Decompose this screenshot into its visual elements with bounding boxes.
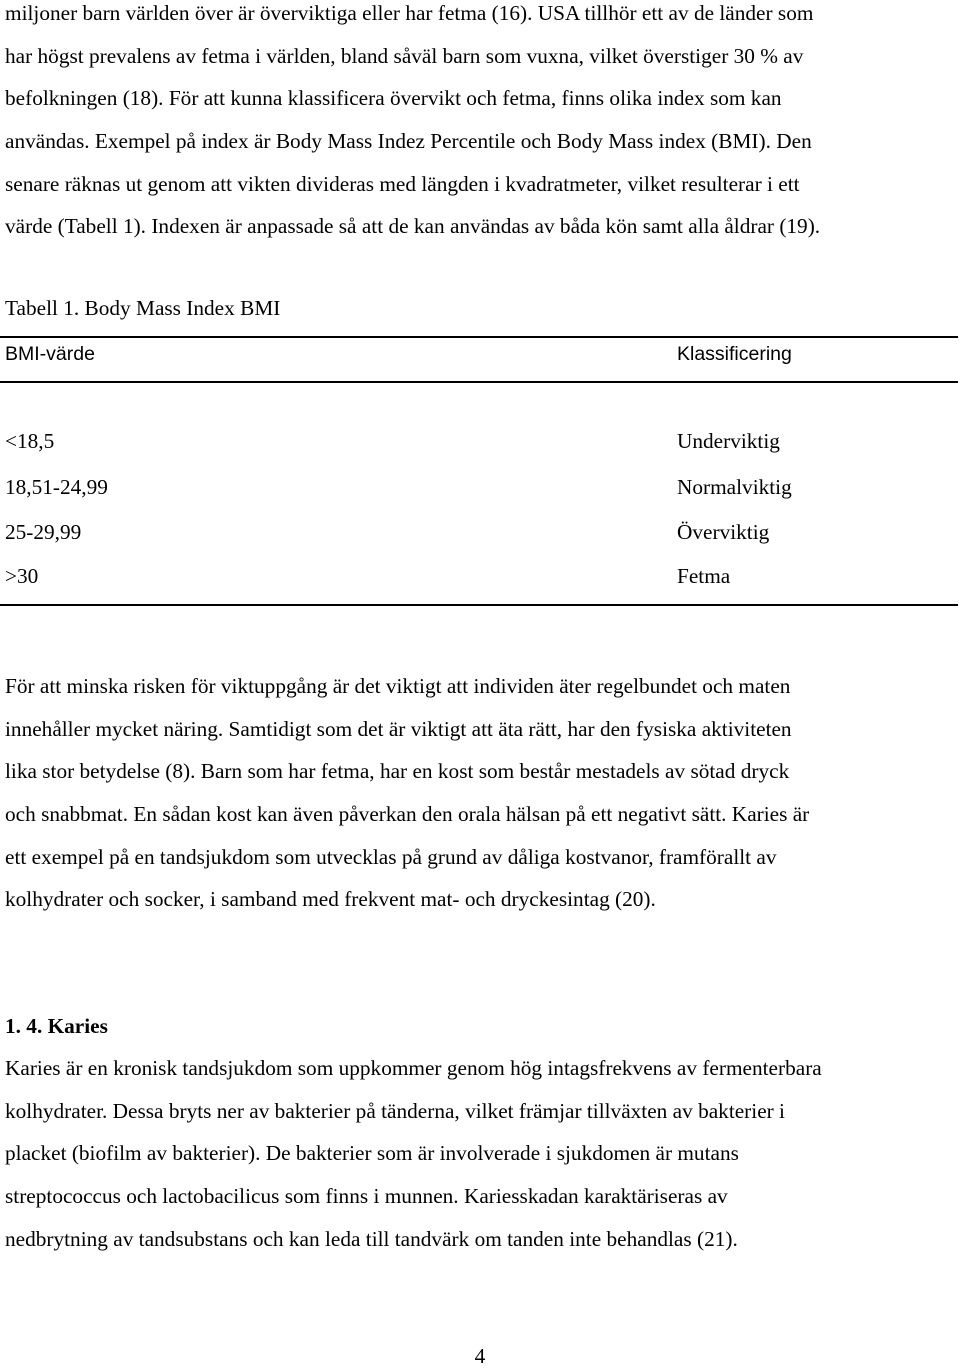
text-line: senare räknas ut genom att vikten divideras med längden i kvadratmeter, vilket resulterar i ett (5, 171, 800, 196)
column-header-classification: Klassificering (677, 343, 792, 365)
text-line: Karies är en kronisk tandsjukdom som uppkommer genom hög intagsfrekvens av fermenterbara (5, 1056, 822, 1080)
table-cell-classification: Överviktig (677, 520, 770, 544)
text-line: innehåller mycket näring. Samtidigt som det är viktigt att äta rätt, har den fysiska aktiviteten (5, 716, 792, 741)
text-line: placket (biofilm av bakterier). De bakterier som är involverade i sjukdomen är mutans (5, 1141, 739, 1166)
text-line: har högst prevalens av fetma i världen, bland såväl barn som vuxna, vilket överstiger 30 % av (5, 43, 804, 68)
table-cell-classification: Normalviktig (677, 475, 792, 499)
column-header-bmi-value: BMI-värde (5, 343, 95, 365)
text-line: användas. Exempel på index är Body Mass Indez Percentile och Body Mass index (BMI). Den (5, 129, 812, 154)
page-number: 4 (474, 1344, 486, 1368)
paragraph-caries (5, 1047, 955, 1260)
text-line: värde (Tabell 1). Indexen är anpassade så att de kan användas av båda kön samt alla åldrar (19). (5, 214, 821, 239)
table-cell-classification: Fetma (677, 564, 731, 588)
table-cell-bmi-value: 25-29,99 (5, 520, 82, 544)
table-caption: Tabell 1. Body Mass Index BMI (5, 296, 281, 320)
paragraph-obesity-prevalence (5, 0, 955, 248)
text-line: lika stor betydelse (8). Barn som har fetma, har en kost som består mestadels av sötad dryck (5, 759, 790, 784)
paragraph-diet (5, 665, 955, 921)
text-line: För att minska risken för viktuppgång är det viktigt att individen äter regelbundet och maten (5, 674, 791, 698)
section-heading: 1. 4. Karies (5, 1014, 108, 1038)
table-top-rule (0, 336, 958, 338)
table-cell-classification: Underviktig (677, 429, 780, 453)
text-line: streptococcus och lactobacilicus som finns i munnen. Kariesskadan karaktäriseras av (5, 1184, 728, 1209)
table-cell-bmi-value: >30 (5, 564, 39, 588)
text-line: nedbrytning av tandsubstans och kan leda till tandvärk om tanden inte behandlas (21). (5, 1226, 738, 1251)
text-line: och snabbmat. En sådan kost kan även påverkan den orala hälsan på ett negativt sätt. Karies är (5, 802, 810, 827)
table-cell-bmi-value: <18,5 (5, 429, 55, 453)
text-line: befolkningen (18). För att kunna klassificera övervikt och fetma, finns olika index som kan (5, 86, 782, 111)
text-line: ett exempel på en tandsjukdom som utvecklas på grund av dåliga kostvanor, framförallt av (5, 844, 777, 869)
text-line: kolhydrater. Dessa bryts ner av bakterier på tänderna, vilket främjar tillväxten av bakterier i (5, 1098, 785, 1123)
text-line: kolhydrater och socker, i samband med frekvent mat- och dryckesintag (20). (5, 887, 656, 912)
table-cell-bmi-value: 18,51-24,99 (5, 475, 108, 499)
text-line: miljoner barn världen över är överviktiga eller har fetma (16). USA tillhör ett av de länder som (5, 1, 814, 25)
table-header-rule (0, 381, 958, 383)
table-bottom-rule (0, 604, 958, 606)
